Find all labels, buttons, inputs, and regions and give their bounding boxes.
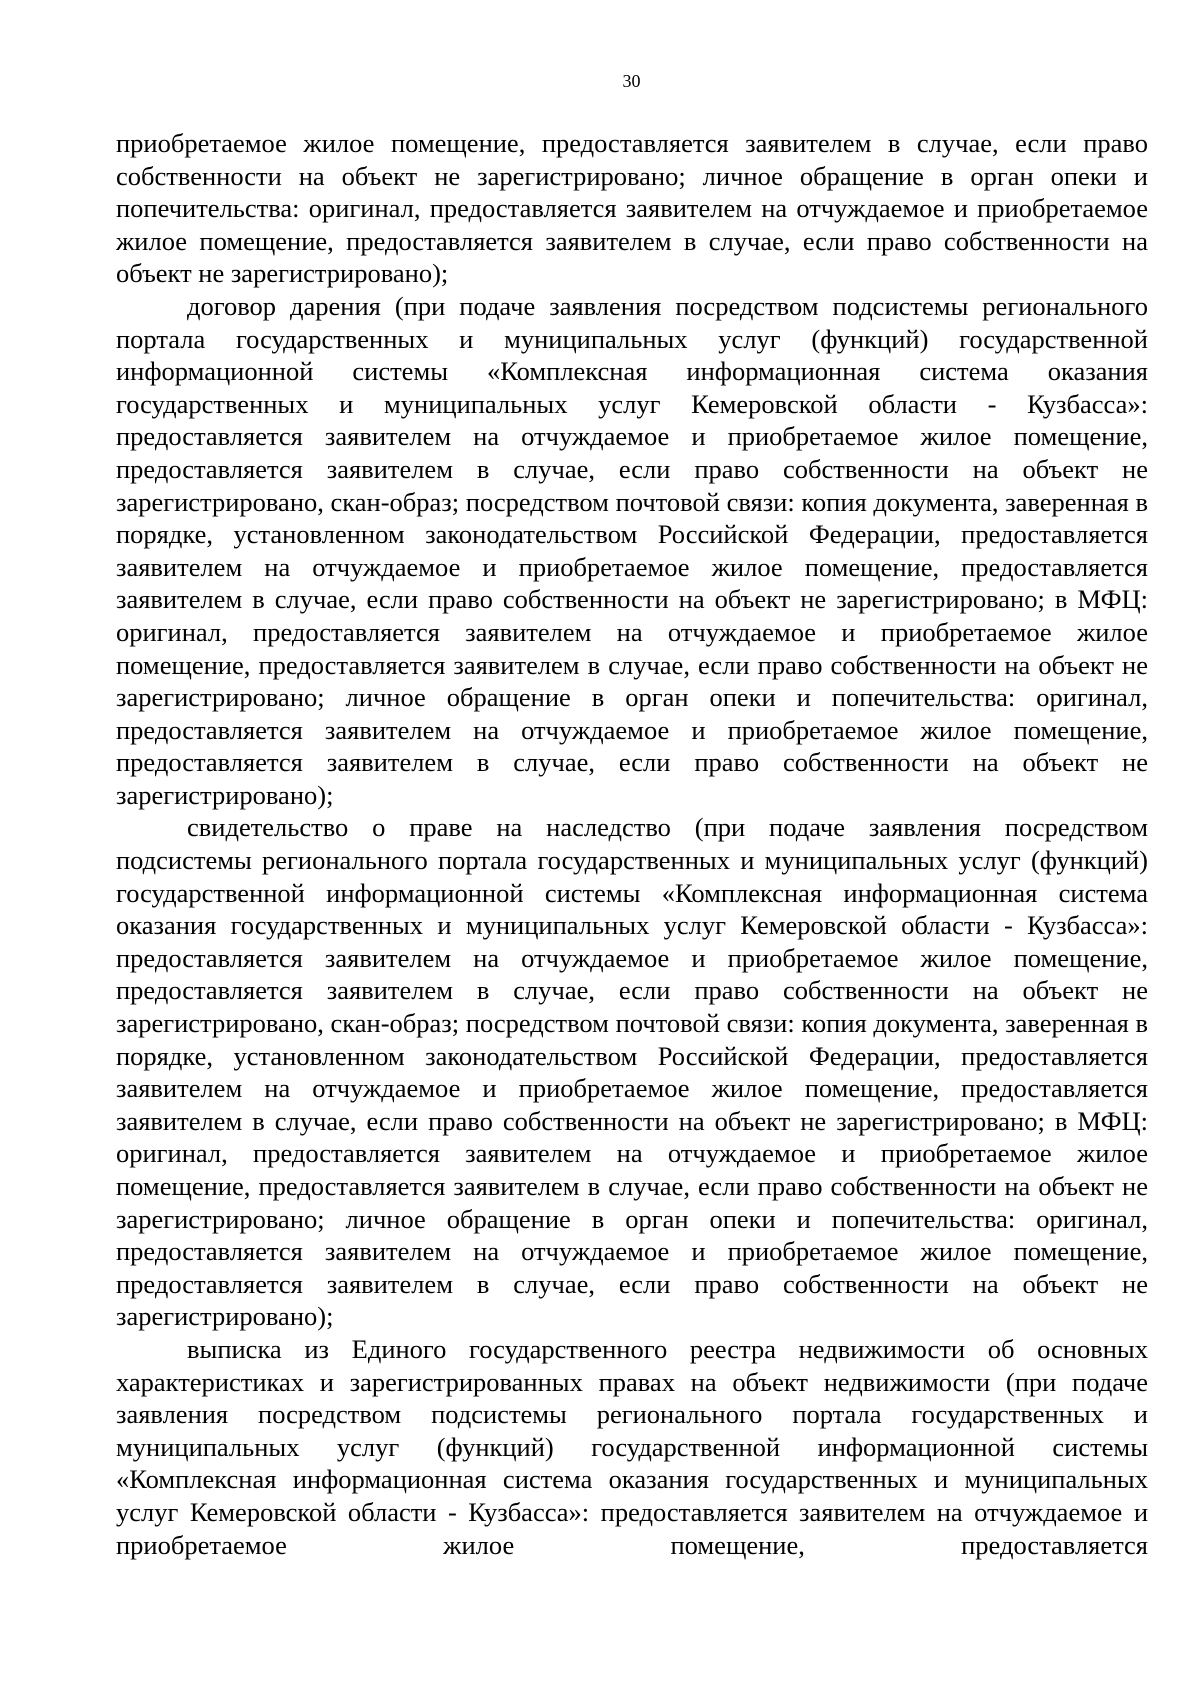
paragraph-continuation: приобретаемое жилое помещение, предоставляется заявителем в случае, если право собственности на объект не зарегистрировано; личное обращение в орган опеки и попечительства: оригинал, предоставляется заявителем на отчуждаемое и приобретаемое жилое помещение, предоставляется заявителем в случае, если право собственности на объект не зарегистрировано); [116,128,1148,289]
paragraph-inheritance-certificate: свидетельство о праве на наследство (при подаче заявления посредством подсистемы регионального портала государственных и муниципальных услуг (функций) государственной информационной системы «Комплексная информационная система оказания государственных и муниципальных услуг Кемеровской области - Кузбасса»: предоставляется заявителем на отчуждаемое и приобретаемое жилое помещение, предоставляется заявителем в случае, если право собственности на объект не зарегистрировано, скан-образ; посредством почтовой связи: копия документа, заверенная в порядке, установленном законодательством Российской Федерации, предоставляется заявителем на отчуждаемое и приобретаемое жилое помещение, предоставляется заявителем в случае, если право собственности на объект не зарегистрировано; в МФЦ: оригинал, предоставляется заявителем на отчуждаемое и приобретаемое жилое помещение, предоставляется заявителем в случае, если право собственности на объект не зарегистрировано; личное обращение в орган опеки и попечительства: оригинал, предоставляется заявителем на отчуждаемое и приобретаемое жилое помещение, предоставляется заявителем в случае, если право собственности на объект не зарегистрировано); [116,812,1148,1332]
document-body [116,127,1148,1561]
page-number: 30 [622,71,641,91]
paragraph-real-estate-register-extract: выписка из Единого государственного реестра недвижимости об основных характеристиках и зарегистрированных правах на объект недвижимости (при подаче заявления посредством подсистемы регионального портала государственных и муниципальных услуг (функций) государственной информационной системы «Комплексная информационная система оказания государственных и муниципальных услуг Кемеровской области - Кузбасса»: предоставляется заявителем на отчуждаемое и приобретаемое жилое помещение, предоставляется [116,1333,1148,1560]
paragraph-gift-agreement: договор дарения (при подаче заявления посредством подсистемы регионального портала государственных и муниципальных услуг (функций) государственной информационной системы «Комплексная информационная система оказания государственных и муниципальных услуг Кемеровской области - Кузбасса»: предоставляется заявителем на отчуждаемое и приобретаемое жилое помещение, предоставляется заявителем в случае, если право собственности на объект не зарегистрировано, скан-образ; посредством почтовой связи: копия документа, заверенная в порядке, установленном законодательством Российской Федерации, предоставляется заявителем на отчуждаемое и приобретаемое жилое помещение, предоставляется заявителем в случае, если право собственности на объект не зарегистрировано; в МФЦ: оригинал, предоставляется заявителем на отчуждаемое и приобретаемое жилое помещение, предоставляется заявителем в случае, если право собственности на объект не зарегистрировано; личное обращение в орган опеки и попечительства: оригинал, предоставляется заявителем на отчуждаемое и приобретаемое жилое помещение, предоставляется заявителем в случае, если право собственности на объект не зарегистрировано); [116,290,1148,810]
